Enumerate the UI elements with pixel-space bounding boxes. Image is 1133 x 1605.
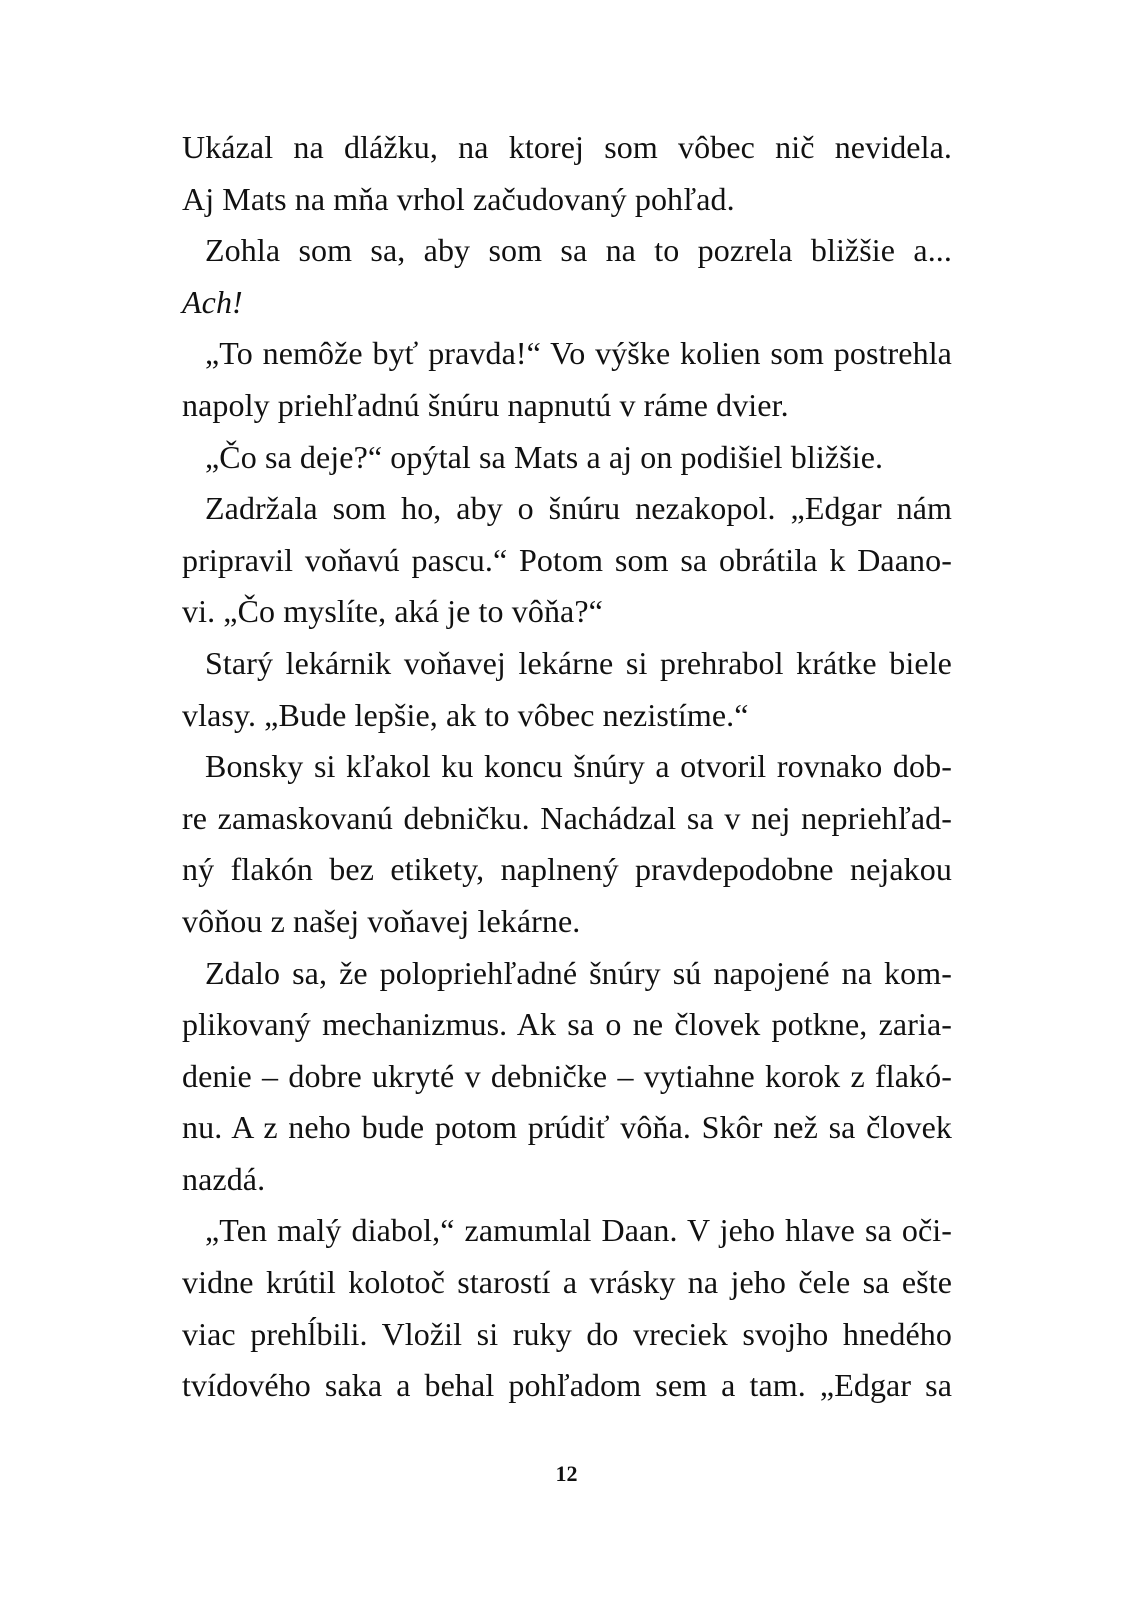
text-line: Starý lekárnik voňavej lekárne si prehrabol krátke biele (205, 644, 952, 681)
text-line: ný flakón bez etikety, naplnený pravdepodobne nejakou (182, 851, 952, 888)
text-line: Bonsky si kľakol ku koncu šnúry a otvoril rovnako dob- (205, 748, 952, 785)
text-line: plikovaný mechanizmus. Ak sa o ne človek potkne, zaria- (182, 1006, 952, 1043)
text-line: napoly priehľadnú šnúru napnutú v ráme dvier. (182, 386, 789, 423)
text-line: Aj Mats na mňa vrhol začudovaný pohľad. (182, 180, 735, 217)
text-line: „To nemôže byť pravda!“ Vo výške kolien som postrehla (205, 335, 952, 372)
text-line: pripravil voňavú pascu.“ Potom som sa obrátila k Daano- (182, 541, 952, 578)
text-line: „Čo sa deje?“ opýtal sa Mats a aj on podišiel bližšie. (205, 438, 884, 475)
text-line: „Ten malý diabol,“ zamumlal Daan. V jeho hlave sa oči- (205, 1212, 952, 1249)
text-line: Zohla som sa, aby som sa na to pozrela bližšie a... (205, 232, 952, 269)
text-line: Zdalo sa, že polopriehľadné šnúry sú napojené na kom- (205, 954, 952, 991)
text-line: nazdá. (182, 1160, 266, 1197)
text-line: vlasy. „Bude lepšie, ak to vôbec nezistíme.“ (182, 696, 749, 733)
body-text (182, 122, 952, 1412)
text-line: Ukázal na dlážku, na ktorej som vôbec nič nevidela. (182, 129, 952, 165)
text-line: viac prehĺbili. Vložil si ruky do vreciek svojho hnedého (182, 1315, 952, 1352)
text-line: Ach! (182, 283, 243, 320)
text-line: vi. „Čo myslíte, aká je to vôňa?“ (182, 593, 603, 630)
text-line: tvídového saka a behal pohľadom sem a tam. „Edgar sa (182, 1367, 952, 1404)
text-line: re zamaskovanú debničku. Nachádzal sa v nej nepriehľad- (182, 799, 952, 836)
page-number: 12 (555, 1461, 578, 1486)
text-line: vidne krútil kolotoč starostí a vrásky na jeho čele sa ešte (182, 1264, 952, 1301)
text-line: Zadržala som ho, aby o šnúru nezakopol. „Edgar nám (205, 490, 952, 527)
text-line: nu. A z neho bude potom prúdiť vôňa. Skôr než sa človek (182, 1109, 952, 1146)
text-line: denie – dobre ukryté v debničke – vytiahne korok z flakó- (182, 1057, 952, 1094)
text-line: vôňou z našej voňavej lekárne. (182, 902, 581, 939)
